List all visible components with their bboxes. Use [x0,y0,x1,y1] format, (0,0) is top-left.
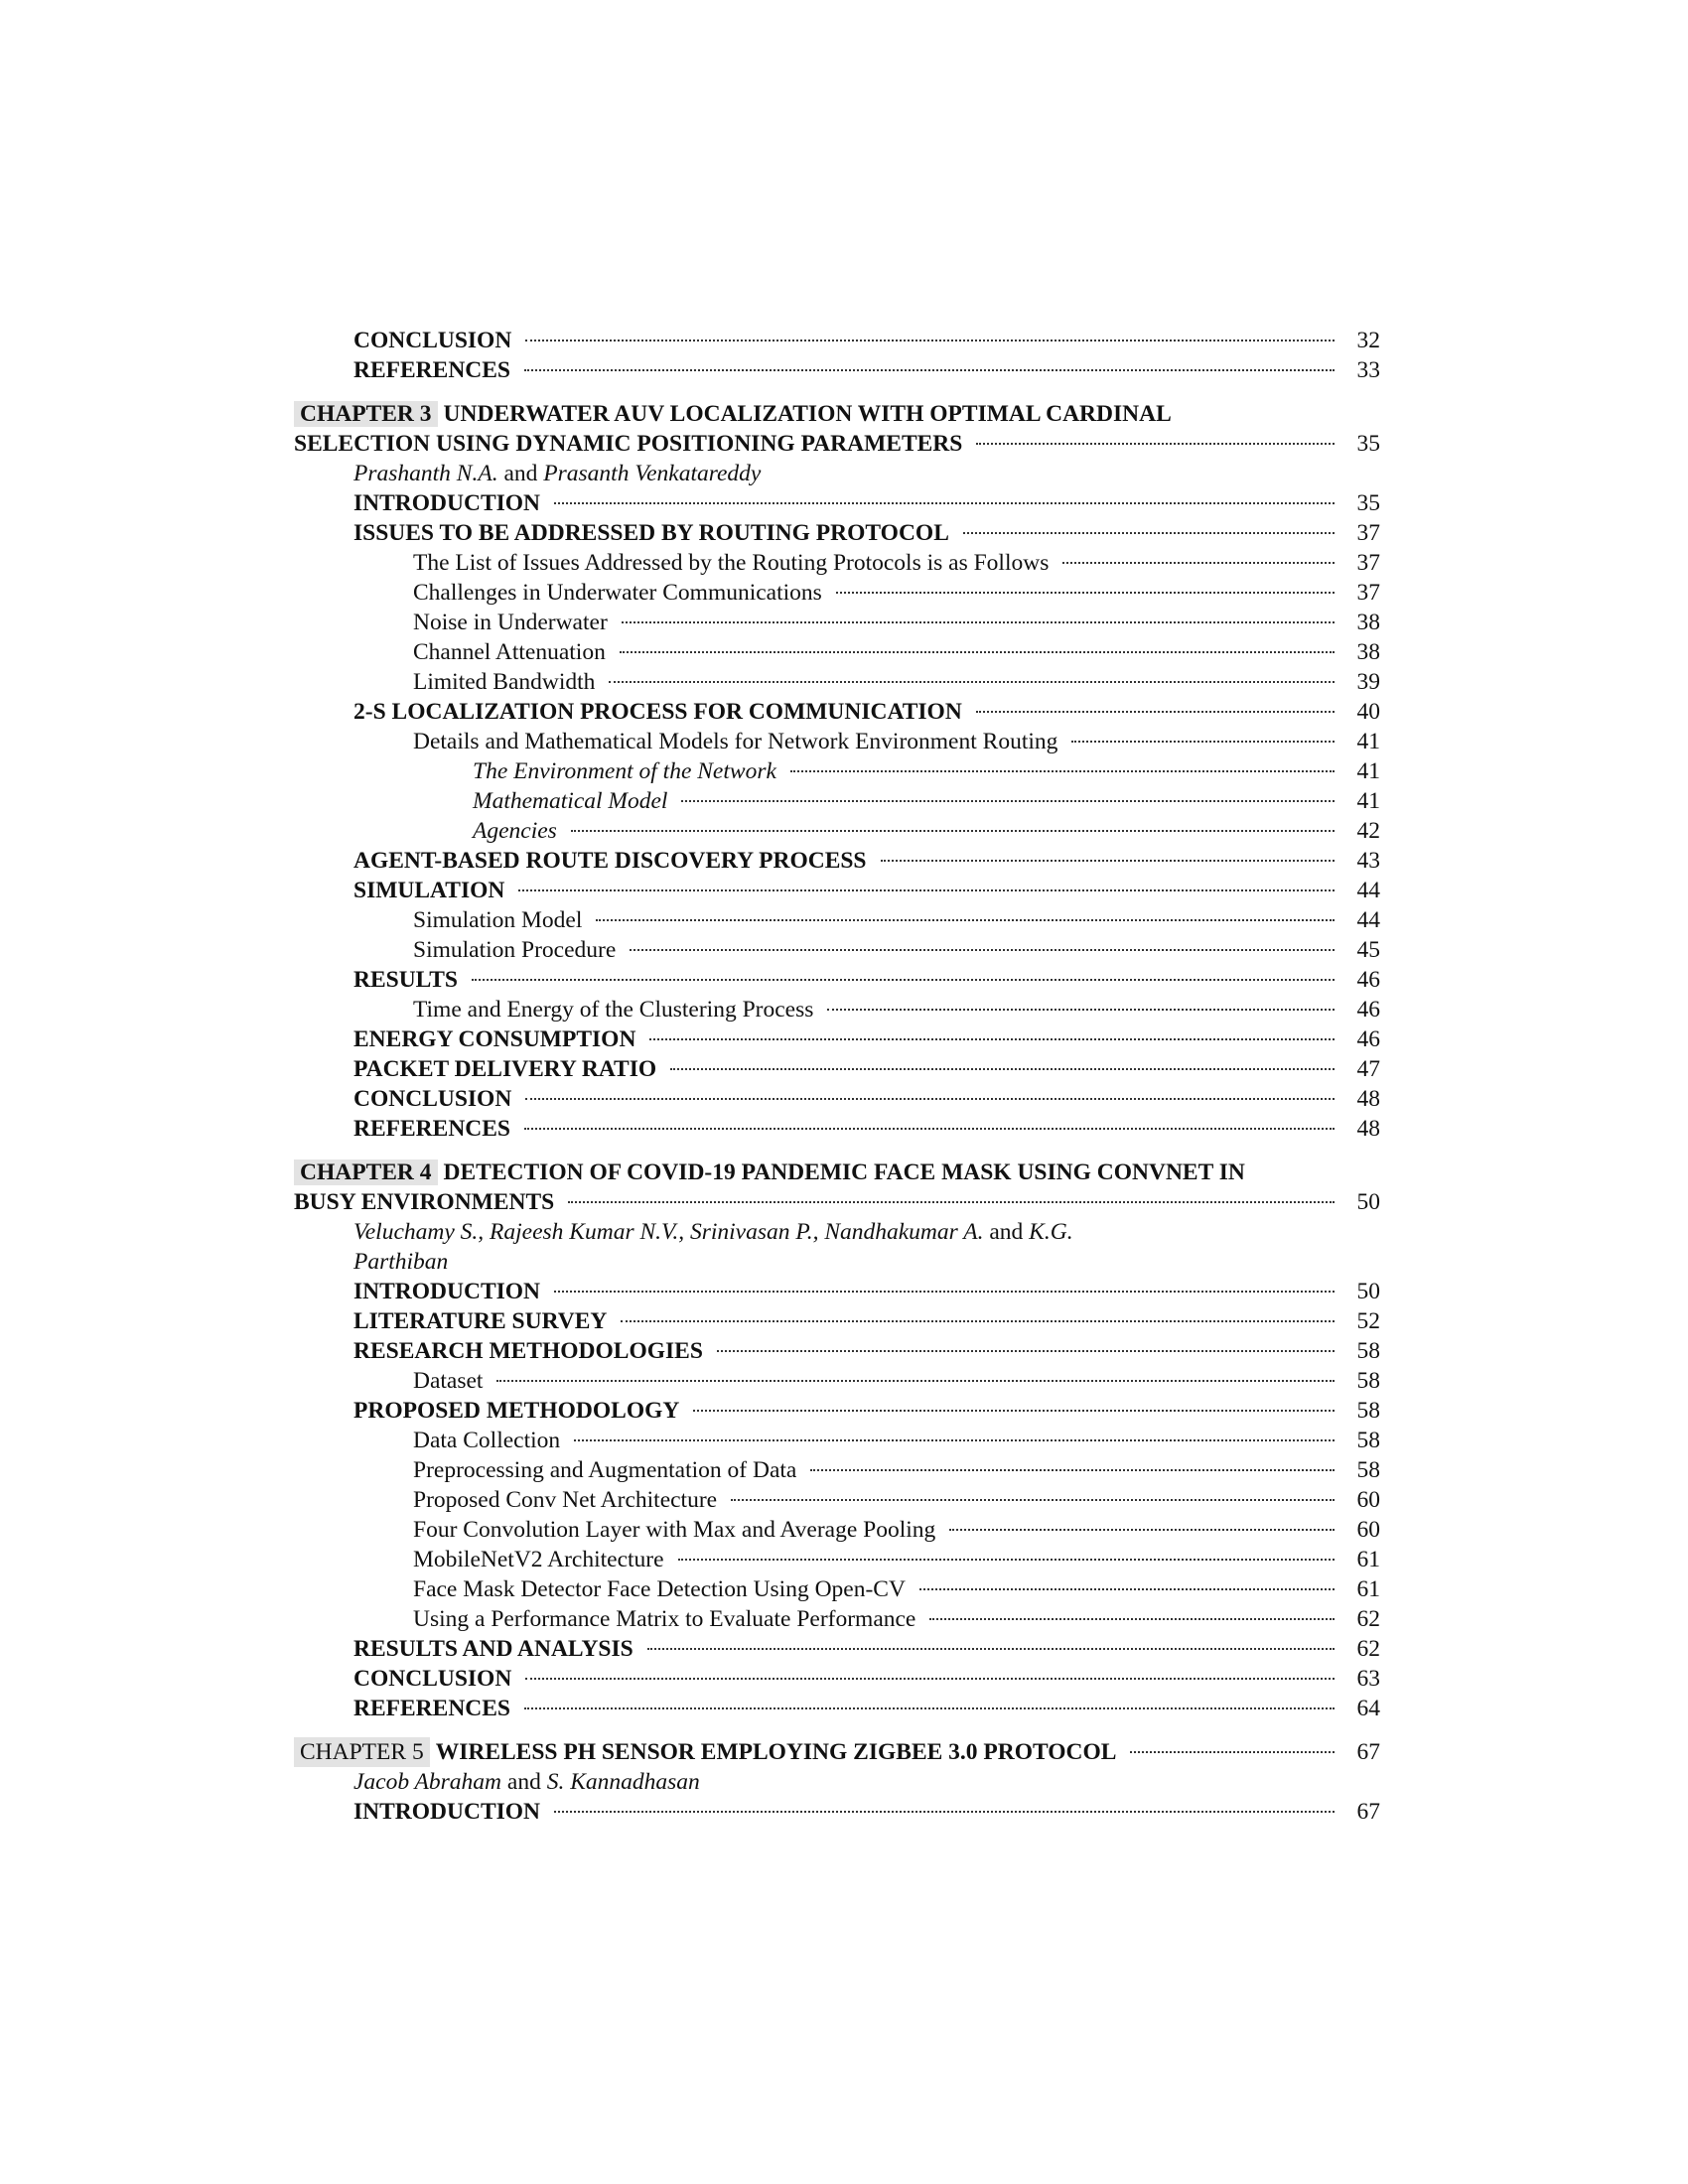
toc-entry-title: SIMULATION [353,878,505,903]
toc-entry[interactable] [294,1574,1380,1604]
dot-leader [693,1410,1335,1412]
toc-entry-title: INTRODUCTION [353,1279,541,1304]
toc-entry[interactable] [294,1545,1380,1574]
dot-leader [681,800,1335,802]
toc-entry-title: Face Mask Detector Face Detection Using Open-CV [413,1576,906,1602]
toc-entry-title: AGENT-BASED ROUTE DISCOVERY PROCESS [353,848,867,874]
dot-leader [524,1707,1335,1709]
page-number: 41 [1356,758,1380,784]
toc-entry[interactable] [294,846,1380,876]
page-number: 50 [1356,1189,1380,1215]
page-number: 46 [1356,997,1380,1023]
dot-leader [649,1038,1335,1040]
toc-entry[interactable] [294,488,1380,518]
dot-leader [670,1068,1335,1070]
chapter-title-text: SELECTION USING DYNAMIC POSITIONING PARAMETERS [294,431,963,457]
author-text: S. Kannadhasan [546,1769,700,1795]
toc-entry[interactable] [294,1604,1380,1634]
page-number: 58 [1356,1428,1380,1453]
toc-entry-title: Simulation Model [413,907,583,933]
dot-leader [568,1201,1335,1203]
page-number: 62 [1356,1636,1380,1662]
page-number: 52 [1356,1308,1380,1334]
page-number: 37 [1356,550,1380,576]
page-number: 44 [1356,907,1380,933]
toc-entry[interactable] [294,326,1380,355]
page-number: 62 [1356,1606,1380,1632]
page-number: 44 [1356,878,1380,903]
toc-entry[interactable] [294,548,1380,578]
page-number: 58 [1356,1398,1380,1424]
toc-entry[interactable] [294,1634,1380,1664]
toc-entry-title: Time and Energy of the Clustering Process [413,997,814,1023]
dot-leader [524,369,1335,371]
toc-entry[interactable] [294,1485,1380,1515]
toc-entry[interactable] [294,1336,1380,1366]
dot-leader [620,651,1335,653]
dot-leader [1062,562,1335,564]
chapter-title-line[interactable] [294,1737,1380,1767]
toc-entry[interactable] [294,1114,1380,1144]
toc-entry-title: PROPOSED METHODOLOGY [353,1398,680,1424]
toc-entry-title: INTRODUCTION [353,490,541,516]
toc-entry-title: Using a Performance Matrix to Evaluate Performance [413,1606,916,1632]
toc-entry[interactable] [294,637,1380,667]
chapter-title-line[interactable] [294,429,1380,459]
toc-entry-title: Limited Bandwidth [413,669,596,695]
toc-entry-title: Channel Attenuation [413,639,606,665]
chapter-title-line[interactable] [294,1187,1380,1217]
toc-entry-title: ENERGY CONSUMPTION [353,1026,636,1052]
page-number: 63 [1356,1666,1380,1692]
dot-leader [630,949,1335,951]
toc-entry-title: REFERENCES [353,1696,511,1721]
chapter-authors [294,459,1380,488]
table-of-contents [294,326,1380,1827]
chapter-authors [294,1767,1380,1797]
page-number: 61 [1356,1547,1380,1572]
page-number: 58 [1356,1338,1380,1364]
page-number: 37 [1356,520,1380,546]
page-number: 35 [1356,431,1380,457]
chapter-heading [294,1737,1380,1767]
toc-entry-title: The List of Issues Addressed by the Routing Protocols is as Follows [413,550,1050,576]
toc-entry[interactable] [294,1694,1380,1723]
page-number: 67 [1356,1799,1380,1825]
toc-entry[interactable] [294,1426,1380,1455]
page-number: 46 [1356,1026,1380,1052]
dot-leader [622,621,1335,623]
toc-entry-title: CONCLUSION [353,328,512,353]
toc-entry-title: 2-S LOCALIZATION PROCESS FOR COMMUNICATION [353,699,962,725]
toc-entry-title: Noise in Underwater [413,610,608,635]
toc-entry[interactable] [294,905,1380,935]
dot-leader [976,443,1335,445]
toc-entry-title: RESEARCH METHODOLOGIES [353,1338,703,1364]
dot-leader [647,1648,1335,1650]
toc-entry[interactable] [294,1054,1380,1084]
page-number: 45 [1356,937,1380,963]
toc-entry-title: Preprocessing and Augmentation of Data [413,1457,797,1483]
toc-entry-title: Dataset [413,1368,484,1394]
page-number: 67 [1356,1739,1380,1765]
toc-entry-title: Details and Mathematical Models for Network Environment Routing [413,729,1058,754]
dot-leader [525,340,1335,341]
dot-leader [810,1469,1335,1471]
dot-leader [596,919,1335,921]
dot-leader [827,1009,1335,1011]
dot-leader [496,1380,1335,1382]
dot-leader [621,1320,1335,1322]
chapter-heading [294,399,1380,459]
page-number: 60 [1356,1487,1380,1513]
chapter-label: CHAPTER 4 [294,1160,438,1185]
dot-leader [836,592,1335,594]
page-number: 41 [1356,788,1380,814]
toc-entry[interactable] [294,1797,1380,1827]
toc-entry[interactable] [294,1455,1380,1485]
toc-entry[interactable] [294,756,1380,786]
dot-leader [949,1529,1335,1531]
page-number: 38 [1356,639,1380,665]
author-text: Parthiban [353,1249,449,1275]
dot-leader [919,1588,1335,1590]
page-number: 38 [1356,610,1380,635]
author-text: and [501,1769,547,1795]
toc-entry-title: Mathematical Model [473,788,668,814]
chapter-title-line [294,399,1380,429]
dot-leader [524,1128,1335,1130]
dot-leader [976,711,1335,713]
page-number: 33 [1356,357,1380,383]
author-text: and [983,1219,1030,1245]
page-number: 41 [1356,729,1380,754]
toc-entry[interactable] [294,786,1380,816]
chapter-title-text: DETECTION OF COVID-19 PANDEMIC FACE MASK USING CONVNET IN [443,1160,1245,1185]
page-number: 48 [1356,1086,1380,1112]
chapter-title-line [294,1158,1380,1187]
chapter-heading [294,1158,1380,1217]
page-number: 43 [1356,848,1380,874]
author-text: Veluchamy S., Rajeesh Kumar N.V., Srinivasan P., Nandhakumar A. [353,1219,984,1245]
dot-leader [963,532,1335,534]
page-number: 40 [1356,699,1380,725]
dot-leader [554,1811,1335,1813]
page-number: 37 [1356,580,1380,606]
dot-leader [518,889,1335,891]
toc-entry-title: PACKET DELIVERY RATIO [353,1056,657,1082]
toc-entry-title: REFERENCES [353,1116,511,1142]
toc-entry-title: REFERENCES [353,357,511,383]
toc-entry[interactable] [294,608,1380,637]
toc-entry[interactable] [294,1515,1380,1545]
page-number: 64 [1356,1696,1380,1721]
page-number: 48 [1356,1116,1380,1142]
toc-entry[interactable] [294,1366,1380,1396]
toc-entry-title: Proposed Conv Net Architecture [413,1487,718,1513]
page-number: 61 [1356,1576,1380,1602]
dot-leader [525,1678,1335,1680]
toc-entry-title: CONCLUSION [353,1666,512,1692]
toc-entry[interactable] [294,935,1380,965]
toc-entry-title: Agencies [473,818,557,844]
page-number: 39 [1356,669,1380,695]
dot-leader [717,1350,1335,1352]
toc-entry[interactable] [294,578,1380,608]
toc-entry-title: MobileNetV2 Architecture [413,1547,664,1572]
dot-leader [929,1618,1335,1620]
dot-leader [571,830,1335,832]
chapter-label: CHAPTER 5 [294,1737,430,1767]
toc-entry-title: LITERATURE SURVEY [353,1308,608,1334]
dot-leader [678,1559,1335,1561]
toc-entry[interactable] [294,697,1380,727]
toc-entry-title: Data Collection [413,1428,561,1453]
dot-leader [790,770,1335,772]
toc-entry-title: Four Convolution Layer with Max and Average Pooling [413,1517,936,1543]
toc-entry[interactable] [294,1664,1380,1694]
dot-leader [609,681,1335,683]
dot-leader [881,860,1335,862]
toc-entry[interactable] [294,1306,1380,1336]
toc-entry[interactable] [294,727,1380,756]
chapter-title-text: WIRELESS PH SENSOR EMPLOYING ZIGBEE 3.0 PROTOCOL [435,1739,1117,1765]
author-text: Prashanth N.A. [353,461,498,486]
dot-leader [554,1291,1335,1293]
toc-entry-title: RESULTS AND ANALYSIS [353,1636,633,1662]
dot-leader [574,1439,1335,1441]
author-text: K.G. [1029,1219,1073,1245]
toc-entry[interactable] [294,1024,1380,1054]
toc-entry[interactable] [294,816,1380,846]
dot-leader [1071,741,1335,743]
author-text: Prasanth Venkatareddy [543,461,762,486]
chapter-label: CHAPTER 3 [294,401,438,427]
chapter-title-text: UNDERWATER AUV LOCALIZATION WITH OPTIMAL CARDINAL [443,401,1172,427]
toc-entry[interactable] [294,667,1380,697]
author-text: and [497,461,544,486]
page-number: 32 [1356,328,1380,353]
toc-entry-title: The Environment of the Network [473,758,776,784]
toc-entry-title: ISSUES TO BE ADDRESSED BY ROUTING PROTOCOL [353,520,949,546]
page-number: 46 [1356,967,1380,993]
page-number: 58 [1356,1457,1380,1483]
page-number: 50 [1356,1279,1380,1304]
dot-leader [525,1098,1335,1100]
toc-entry[interactable] [294,1396,1380,1426]
chapter-authors [294,1217,1380,1247]
toc-entry-title: CONCLUSION [353,1086,512,1112]
toc-entry[interactable] [294,965,1380,995]
page-number: 42 [1356,818,1380,844]
chapter-authors [294,1247,1380,1277]
dot-leader [472,979,1335,981]
dot-leader [731,1499,1335,1501]
toc-entry[interactable] [294,518,1380,548]
toc-entry-title: INTRODUCTION [353,1799,541,1825]
toc-entry-title: Simulation Procedure [413,937,617,963]
toc-entry-title: Challenges in Underwater Communications [413,580,822,606]
toc-entry-title: RESULTS [353,967,458,993]
page-number: 47 [1356,1056,1380,1082]
toc-entry[interactable] [294,1084,1380,1114]
toc-entry[interactable] [294,1277,1380,1306]
author-text: Jacob Abraham [353,1769,502,1795]
page-number: 58 [1356,1368,1380,1394]
dot-leader [1130,1751,1335,1753]
toc-entry[interactable] [294,876,1380,905]
page-number: 60 [1356,1517,1380,1543]
dot-leader [554,502,1335,504]
chapter-title-text: BUSY ENVIRONMENTS [294,1189,555,1215]
toc-entry[interactable] [294,355,1380,385]
toc-entry[interactable] [294,995,1380,1024]
page-number: 35 [1356,490,1380,516]
